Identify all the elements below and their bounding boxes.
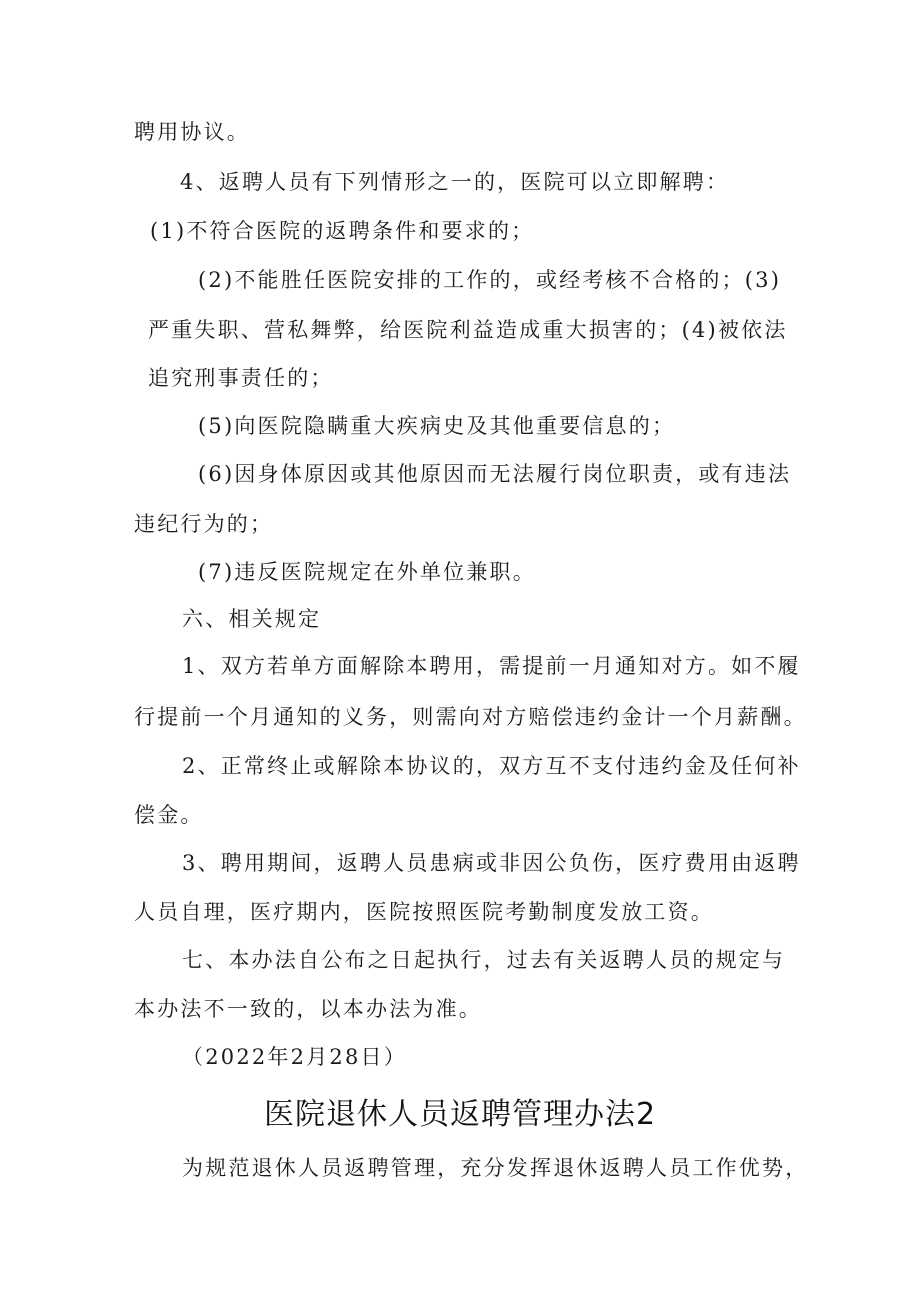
date-line: （2022年2月28日） [182,1045,407,1069]
paragraph-line: 4、返聘人员有下列情形之一的，医院可以立即解聘： [180,170,730,194]
paragraph-line: 1、双方若单方面解除本聘用，需提前一月通知对方。如不履 [182,654,801,678]
document-title: 医院退休人员返聘管理办法2 [263,1097,657,1132]
paragraph-line: 3、聘用期间，返聘人员患病或非因公负伤，医疗费用由返聘 [182,851,801,875]
paragraph-line: 偿金。 [134,803,204,827]
paragraph-line: 追究刑事责任的； [148,366,334,390]
paragraph-line: 聘用协议。 [134,120,250,144]
paragraph-line: (6)因身体原因或其他原因而无法履行岗位职责，或有违法 [198,462,792,486]
section-heading: 七、本办法自公布之日起执行，过去有关返聘人员的规定与 [182,948,786,972]
paragraph-line: 人员自理，医疗期内，医院按照医院考勤制度发放工资。 [134,900,714,924]
paragraph-line: 违纪行为的； [134,512,274,536]
paragraph-line: (5)向医院隐瞒重大疾病史及其他重要信息的； [198,414,676,438]
paragraph-line: 为规范退休人员返聘管理，充分发挥退休返聘人员工作优势， [182,1156,809,1180]
paragraph-line: (7)违反医院规定在外单位兼职。 [198,560,536,584]
paragraph-line: 行提前一个月通知的义务，则需向对方赔偿违约金计一个月薪酬。 [134,705,807,729]
paragraph-line: 严重失职、营私舞弊，给医院利益造成重大损害的；(4)被依法 [148,318,788,342]
paragraph-line: (1)不符合医院的返聘条件和要求的； [150,219,535,243]
paragraph-line: 本办法不一致的，以本办法为准。 [134,997,482,1021]
section-heading: 六、相关规定 [182,607,322,631]
paragraph-line: (2)不能胜任医院安排的工作的，或经考核不合格的；(3) [198,268,782,292]
paragraph-line: 2、正常终止或解除本协议的，双方互不支付违约金及任何补 [182,754,801,778]
